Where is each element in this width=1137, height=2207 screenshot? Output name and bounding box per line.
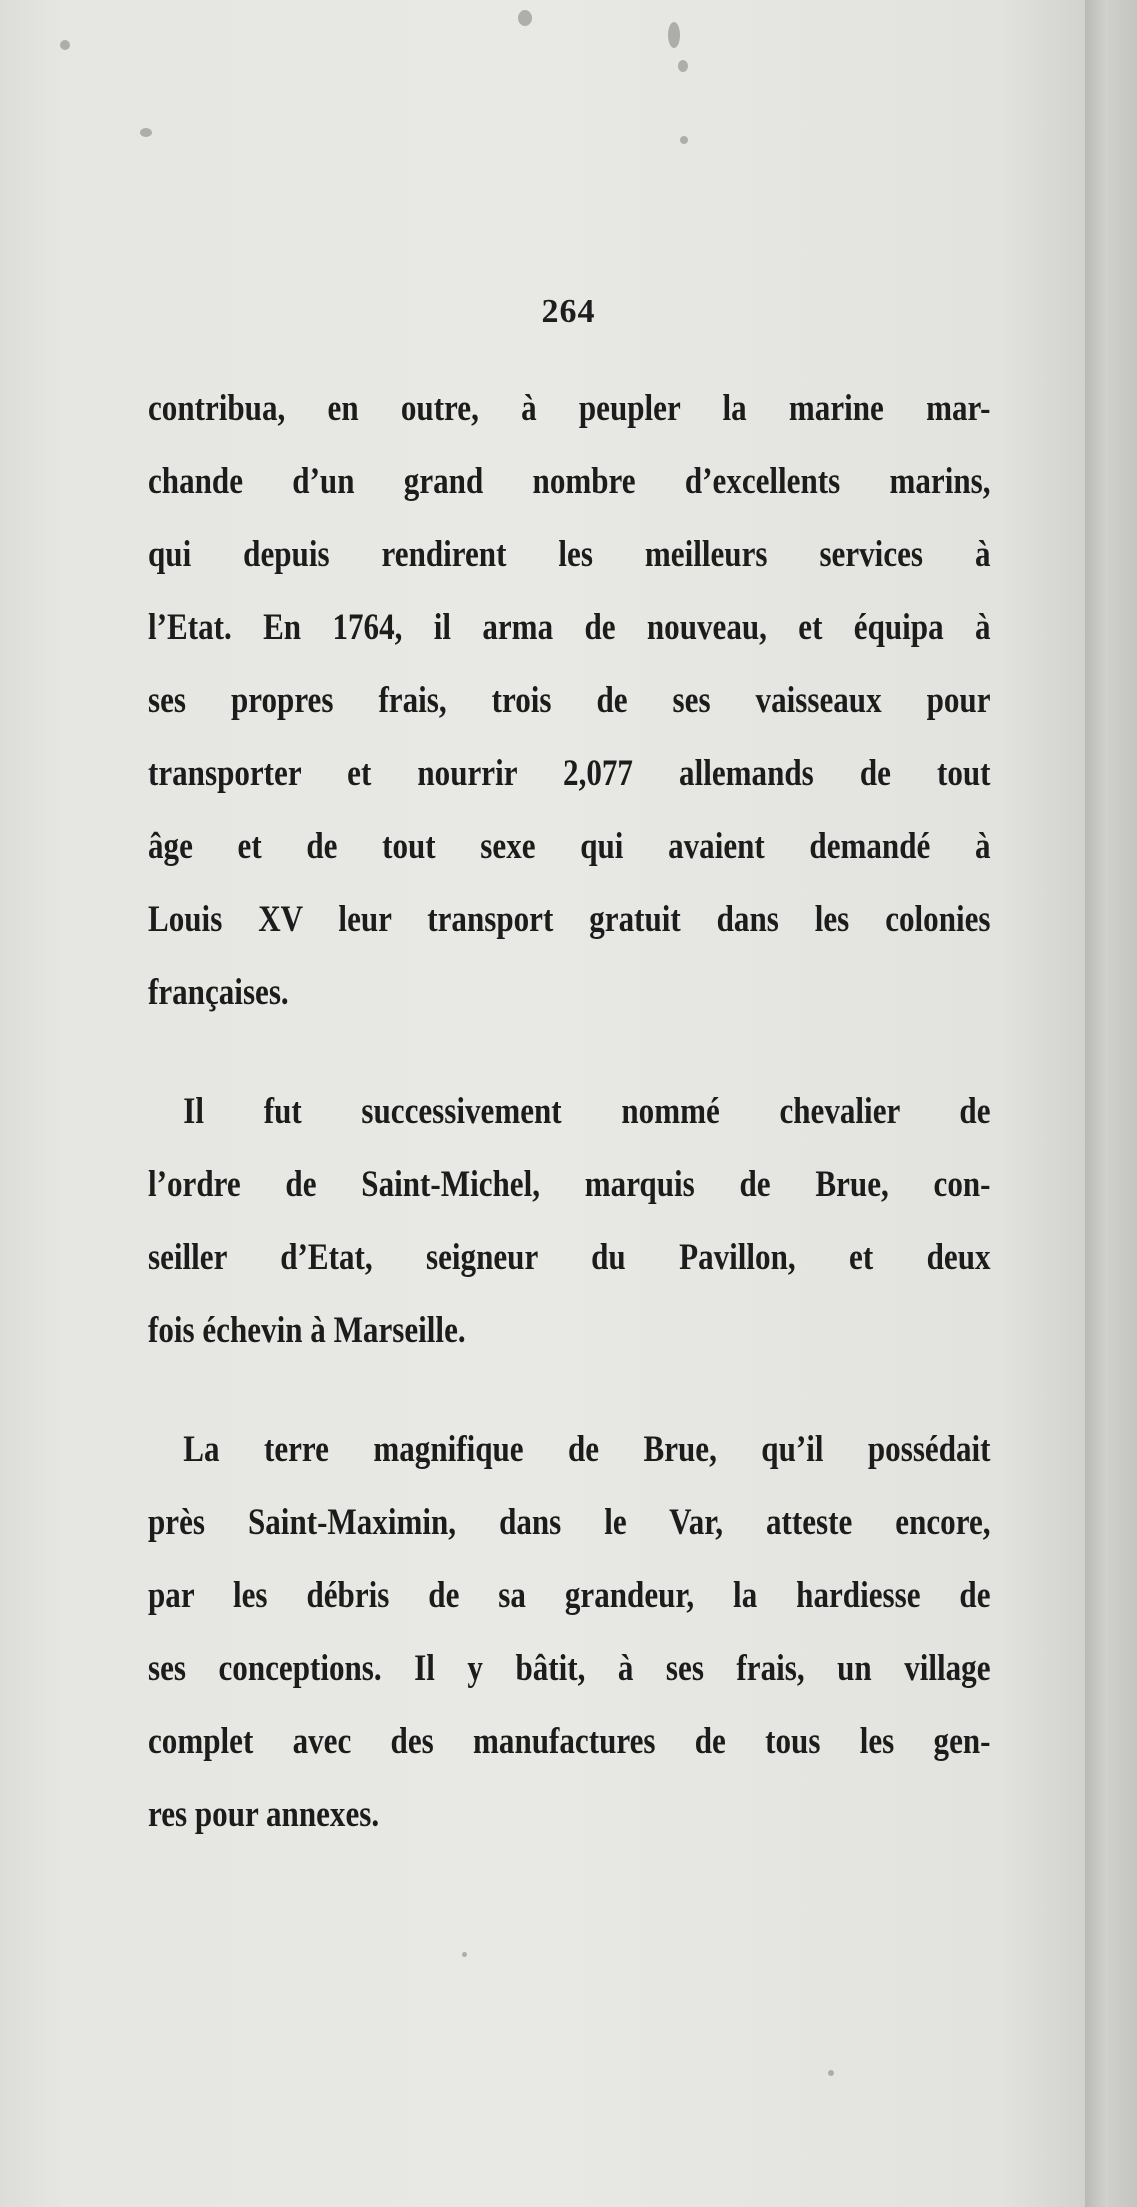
page-number: 264 (541, 293, 596, 330)
paper-speck (518, 10, 532, 26)
paragraph-gap (148, 1029, 991, 1075)
page-body (148, 372, 991, 1851)
text-line: par les débris de sa grandeur, la hardiesse de (148, 1575, 991, 1616)
text-line: res pour annexes. (148, 1794, 380, 1835)
text-line: complet avec des manufactures de tous les gen- (148, 1721, 991, 1762)
text-line: contribua, en outre, à peupler la marine mar- (148, 388, 991, 429)
text-line: chande d’un grand nombre d’excellents marins, (148, 461, 991, 502)
text-line: ses conceptions. Il y bâtit, à ses frais, un village (148, 1648, 991, 1689)
paper-speck (668, 22, 680, 48)
text-line: l’Etat. En 1764, il arma de nouveau, et équipa à (148, 607, 991, 648)
paper-speck (680, 136, 688, 144)
text-line: Il fut successivement nommé chevalier de (183, 1091, 991, 1132)
text-line: près Saint-Maximin, dans le Var, atteste encore, (148, 1502, 991, 1543)
paper-speck (60, 40, 70, 50)
paper-speck (828, 2070, 834, 2076)
paragraph (148, 372, 991, 1029)
paper-speck (462, 1952, 467, 1957)
page-edge-shadow (1085, 0, 1137, 2207)
paragraph-gap (148, 1367, 991, 1413)
text-line: ses propres frais, trois de ses vaisseaux pour (148, 680, 991, 721)
text-line: seiller d’Etat, seigneur du Pavillon, et deux (148, 1237, 991, 1278)
text-line: transporter et nourrir 2,077 allemands de tout (148, 753, 991, 794)
text-line: l’ordre de Saint-Michel, marquis de Brue, con- (148, 1164, 991, 1205)
text-line: françaises. (148, 972, 289, 1013)
text-line: âge et de tout sexe qui avaient demandé à (148, 826, 991, 867)
text-line: qui depuis rendirent les meilleurs services à (148, 534, 991, 575)
text-line: Louis XV leur transport gratuit dans les colonies (148, 899, 991, 940)
paper-speck (140, 128, 152, 137)
text-line: fois échevin à Marseille. (148, 1310, 466, 1351)
paragraph (148, 1413, 991, 1851)
paper-speck (678, 60, 688, 72)
text-line: La terre magnifique de Brue, qu’il possédait (183, 1429, 991, 1470)
paragraph (148, 1075, 991, 1367)
